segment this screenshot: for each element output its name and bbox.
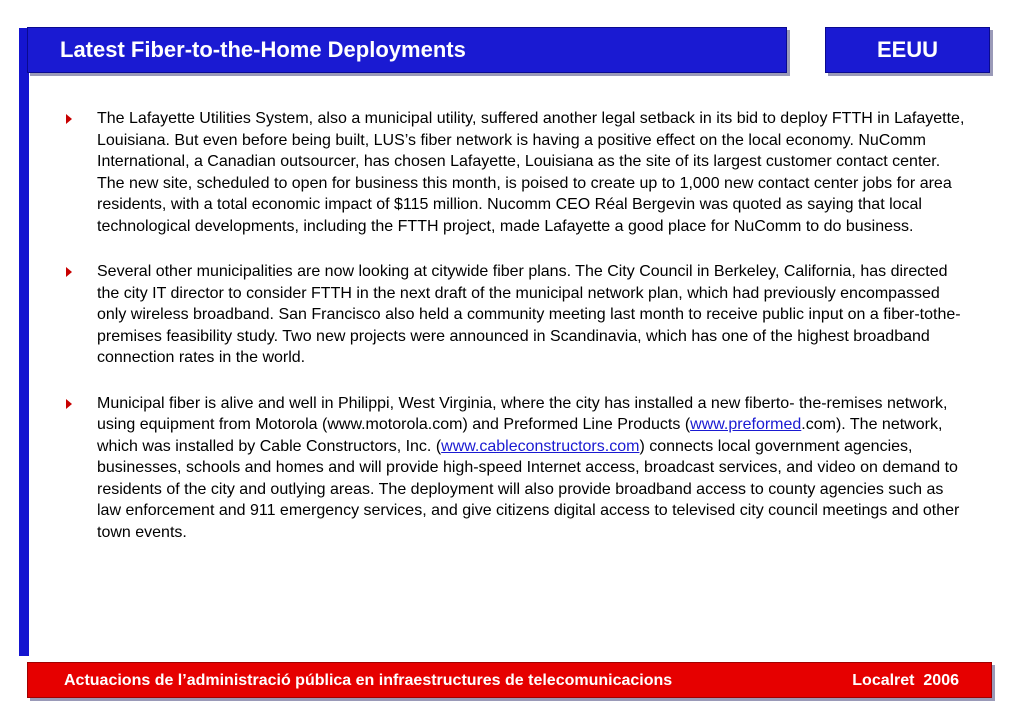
title-bar: [27, 27, 787, 73]
bullet-triangle-icon: [66, 399, 72, 409]
footer-caption: Actuacions de l’administració pública en infraestructures de telecomunicacions: [64, 672, 673, 689]
bullet-text: The Lafayette Utilities System, also a municipal utility, suffered another legal setback in its bid to deploy FTTH in Lafayette, Louisiana. But even before being built, LUS’s fiber network is having a positive effect on the local economy. NuComm International, a Canadian outsourcer, has chosen Lafayette, Louisiana as the site of its largest customer contact center. The new site, scheduled to open for business this month, is poised to create up to 1,000 new contact center jobs for area residents, with a total economic impact of $115 million. Nucomm CEO Réal Bergevin was quoted as saying that local technological developments, including the FTTH project, made Lafayette a good place for NuComm to do business.: [97, 110, 965, 235]
bullet-text-part: .com). The network, which was installed by Cable Constructors, Inc. (: [97, 416, 943, 455]
region-badge-label: EEUU: [876, 37, 939, 62]
preformed-link[interactable]: www.preformed: [690, 416, 802, 433]
bullet-item-philippi: [66, 393, 971, 544]
page-title: Latest Fiber-to-the-Home Deployments: [60, 37, 466, 62]
footer-bar: [27, 662, 992, 698]
bullet-text-part: Municipal fiber is alive and well in Philippi, West Virginia, where the city has installed a new fiberto- the-remises network, using equipment from Motorola (www.motorola.com) and Preformed Line Products (: [97, 394, 948, 433]
bullet-triangle-icon: [66, 267, 72, 277]
bullet-item-municipalities: [66, 261, 971, 369]
bullet-text: Several other municipalities are now looking at citywide fiber plans. The City Council in Berkeley, California, has directed the city IT director to consider FTTH in the next draft of the municipal network plan, which had previously encompassed only wireless broadband. San Francisco also held a community meeting last month to receive public input on a fiber-tothe- premises feasibility study. Two new projects were announced in Scandinavia, which has one of the highest broadband connection rates in the world.: [97, 263, 961, 366]
left-accent-bar: [19, 28, 29, 656]
bullet-item-lafayette: [66, 108, 971, 237]
bullet-triangle-icon: [66, 114, 72, 124]
bullet-text: [97, 393, 971, 544]
region-badge: [825, 27, 990, 73]
bullet-text-part: ) connects local government agencies, businesses, schools and homes and will provide high-speed Internet access, broadcast services, and video on demand to residents of the city and outlying areas. The deployment will also provide broadband access to county agencies such as law enforcement and 911 emergency services, and give citizens digital access to televised city council meetings and other town events.: [97, 437, 960, 541]
cableconstructors-link[interactable]: www.cableconstructors.com: [441, 437, 640, 455]
bullet-list: [66, 108, 971, 567]
footer-source: Localret 2006: [852, 672, 959, 689]
